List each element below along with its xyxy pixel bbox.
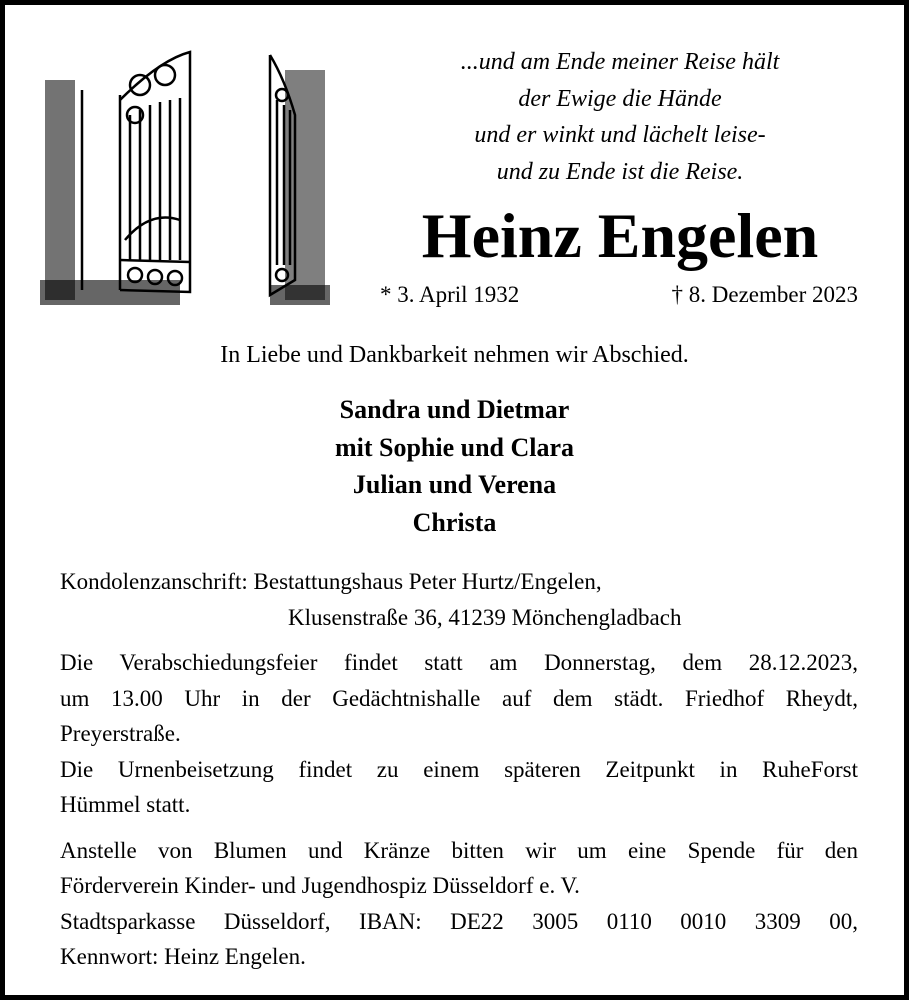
poem-line: und zu Ende ist die Reise. <box>496 158 744 185</box>
deceased-name: Heinz Engelen <box>421 200 819 271</box>
urn-line: Die Urnenbeisetzung findet zu einem späteren Zeitpunkt in RuheForst <box>60 756 858 782</box>
donation-line: Kennwort: Heinz Engelen. <box>60 944 306 969</box>
urn-line: Hümmel statt. <box>60 792 191 817</box>
family-line: Christa <box>412 507 497 537</box>
ceremony-line: um 13.00 Uhr in der Gedächtnishalle auf dem städt. Friedhof Rheydt, <box>60 685 858 711</box>
poem <box>380 44 860 190</box>
donation-line: Anstelle von Blumen und Kränze bitten wir um eine Spende für den <box>60 837 858 863</box>
notice-body <box>60 564 858 985</box>
condolence-line: Klusenstraße 36, 41239 Mönchengladbach <box>288 604 682 630</box>
family-line: Julian und Verena <box>352 470 557 499</box>
donation-info <box>60 833 858 975</box>
condolence-address <box>60 564 858 635</box>
family-list <box>0 391 909 541</box>
poem-line: ...und am Ende meiner Reise hält <box>460 49 780 75</box>
open-gate-illustration <box>40 40 340 310</box>
death-date: † 8. Dezember 2023 <box>671 282 858 307</box>
ceremony-info <box>60 645 858 823</box>
life-dates <box>380 282 858 308</box>
condolence-label: Kondolenzanschrift: <box>60 569 248 594</box>
poem-line: der Ewige die Hände <box>518 85 722 112</box>
birth-date: * 3. April 1932 <box>380 282 520 307</box>
donation-line: Förderverein Kinder- und Jugendhospiz Düsseldorf e. V. <box>60 873 580 898</box>
farewell-text: In Liebe und Dankbarkeit nehmen wir Abschied. <box>220 342 689 368</box>
poem-line: und er winkt und lächelt leise- <box>474 122 766 148</box>
ceremony-line: Die Verabschiedungsfeier findet statt am Donnerstag, dem 28.12.2023, <box>60 650 858 675</box>
donation-line: Stadtsparkasse Düsseldorf, IBAN: DE22 3005 0110 0010 3309 00, <box>60 908 858 934</box>
condolence-line: Bestattungshaus Peter Hurtz/Engelen, <box>253 569 602 594</box>
family-line: Sandra und Dietmar <box>339 395 570 424</box>
ceremony-line: Preyerstraße. <box>60 721 181 746</box>
family-line: mit Sophie und Clara <box>334 432 575 462</box>
